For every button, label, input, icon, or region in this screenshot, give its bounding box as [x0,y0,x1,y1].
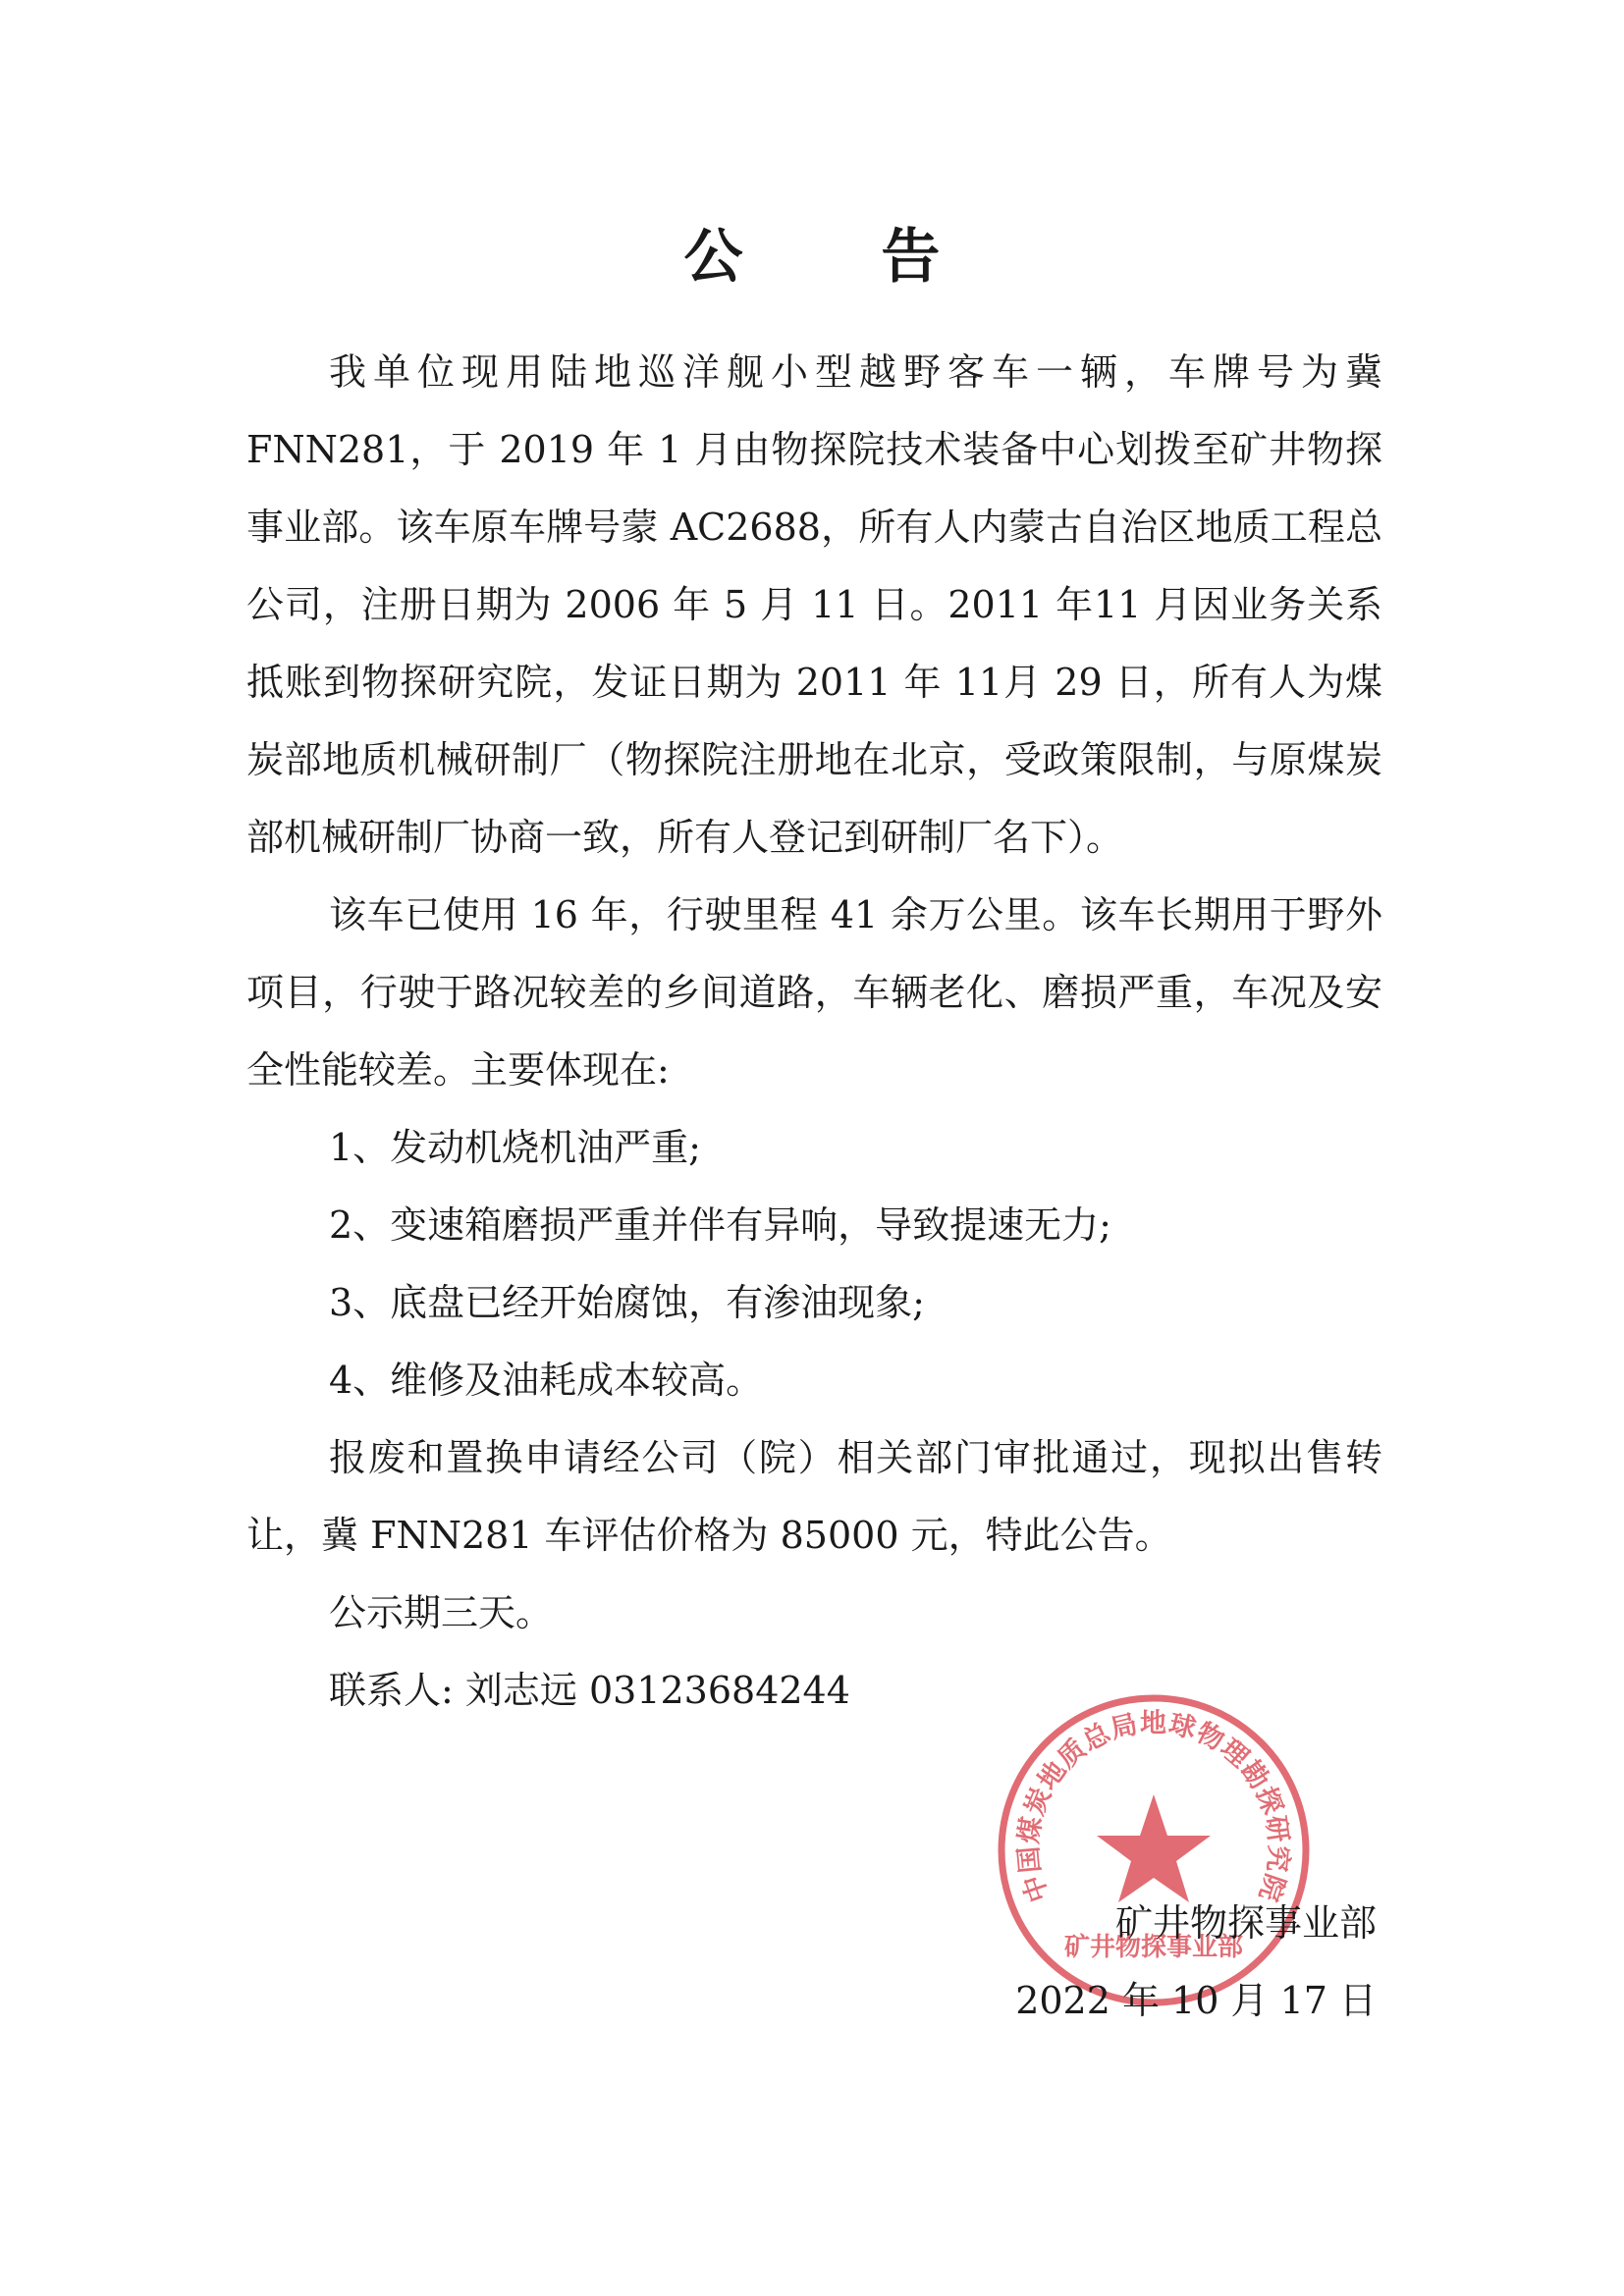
paragraph-vehicle-history: 我单位现用陆地巡洋舰小型越野客车一辆，车牌号为冀FNN281，于 2019 年 1 月由物探院技术装备中心划拨至矿井物探事业部。该车原车牌号蒙 AC2688，所有人内蒙古自治区地质工程总公司，注册日期为 2006 年 5 月 11 日。2011 年11 月因业务关系抵账到物探研究院，发证日期为 2011 年 11月 29 日，所有人为煤炭部地质机械研制厂（物探院注册地在北京，受政策限制，与原煤炭部机械研制厂协商一致，所有人登记到研制厂名下）。 [246,350,1382,859]
list-item: 2、变速箱磨损严重并伴有异响，导致提速无力; [329,1203,1111,1247]
contact-line: 联系人: 刘志远 03123684244 [329,1669,850,1712]
signature-date: 2022 年 10 月 17 日 [1015,1979,1377,2022]
list-item: 3、底盘已经开始腐蚀，有渗油现象; [329,1281,925,1324]
signature-organization: 矿井物探事业部 [1114,1901,1377,1945]
paragraph-sale-announcement: 报废和置换申请经公司（院）相关部门审批通过，现拟出售转让，冀 FNN281 车评估价格为 85000 元，特此公告。 [246,1436,1382,1557]
list-item: 1、发动机烧机油严重; [329,1126,701,1169]
seal-ring-text: 中国煤炭地质总局地球物理勘探研究院 [1013,1708,1294,1906]
notice-title: 公 告 [683,223,1000,292]
paragraph-vehicle-condition: 该车已使用 16 年，行驶里程 41 余万公里。该车长期用于野外项目，行驶于路况较差的乡间道路，车辆老化、磨损严重，车况及安全性能较差。主要体现在: [246,893,1382,1092]
seal-inner-text: 矿井物探事业部 [1063,1933,1244,1962]
publicity-period: 公示期三天。 [329,1591,554,1634]
notice-body [246,334,1382,1730]
list-item: 4、维修及油耗成本较高。 [329,1359,764,1402]
